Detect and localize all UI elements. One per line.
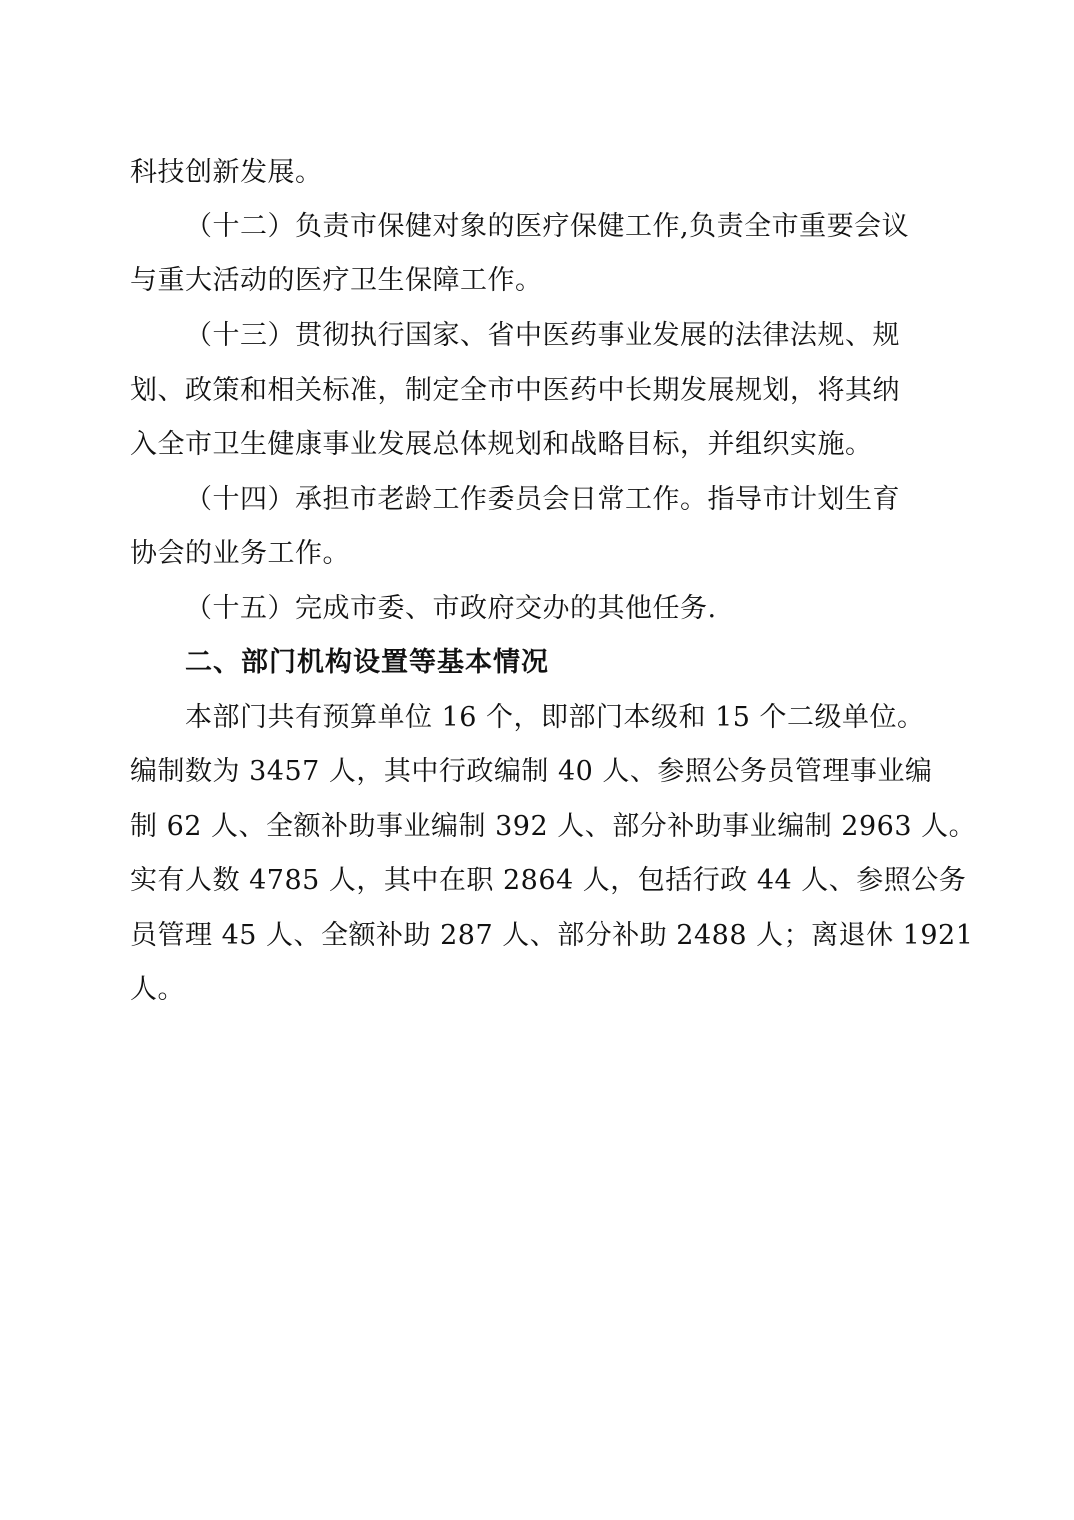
paragraph-line: 人。 — [130, 974, 185, 1005]
paragraph-line: 员管理 45 人、全额补助 287 人、部分补助 2488 人；离退休 1921 — [130, 920, 974, 951]
paragraph-line: 制 62 人、全额补助事业编制 392 人、部分补助事业编制 2963 人。 — [130, 811, 977, 842]
paragraph-line: 科技创新发展。 — [130, 157, 323, 188]
paragraph-line: 入全市卫生健康事业发展总体规划和战略目标，并组织实施。 — [130, 429, 873, 460]
paragraph-line: 协会的业务工作。 — [130, 538, 350, 569]
paragraph-line: 实有人数 4785 人，其中在职 2864 人，包括行政 44 人、参照公务 — [130, 865, 967, 896]
paragraph-line: （十三）贯彻执行国家、省中医药事业发展的法律法规、规 — [185, 320, 900, 351]
paragraph-line: 划、政策和相关标准，制定全市中医药中长期发展规划，将其纳 — [130, 375, 900, 406]
paragraph-line: 与重大活动的医疗卫生保障工作。 — [130, 265, 543, 296]
paragraph-line: （十五）完成市委、市政府交办的其他任务. — [185, 593, 717, 624]
paragraph-line: （十二）负责市保健对象的医疗保健工作,负责全市重要会议 — [185, 211, 910, 242]
paragraph-line: （十四）承担市老龄工作委员会日常工作。指导市计划生育 — [185, 484, 900, 515]
paragraph-line: 编制数为 3457 人，其中行政编制 40 人、参照公务员管理事业编 — [130, 756, 933, 787]
paragraph-line: 本部门共有预算单位 16 个，即部门本级和 15 个二级单位。 — [185, 702, 925, 733]
section-heading: 二、部门机构设置等基本情况 — [185, 647, 549, 678]
